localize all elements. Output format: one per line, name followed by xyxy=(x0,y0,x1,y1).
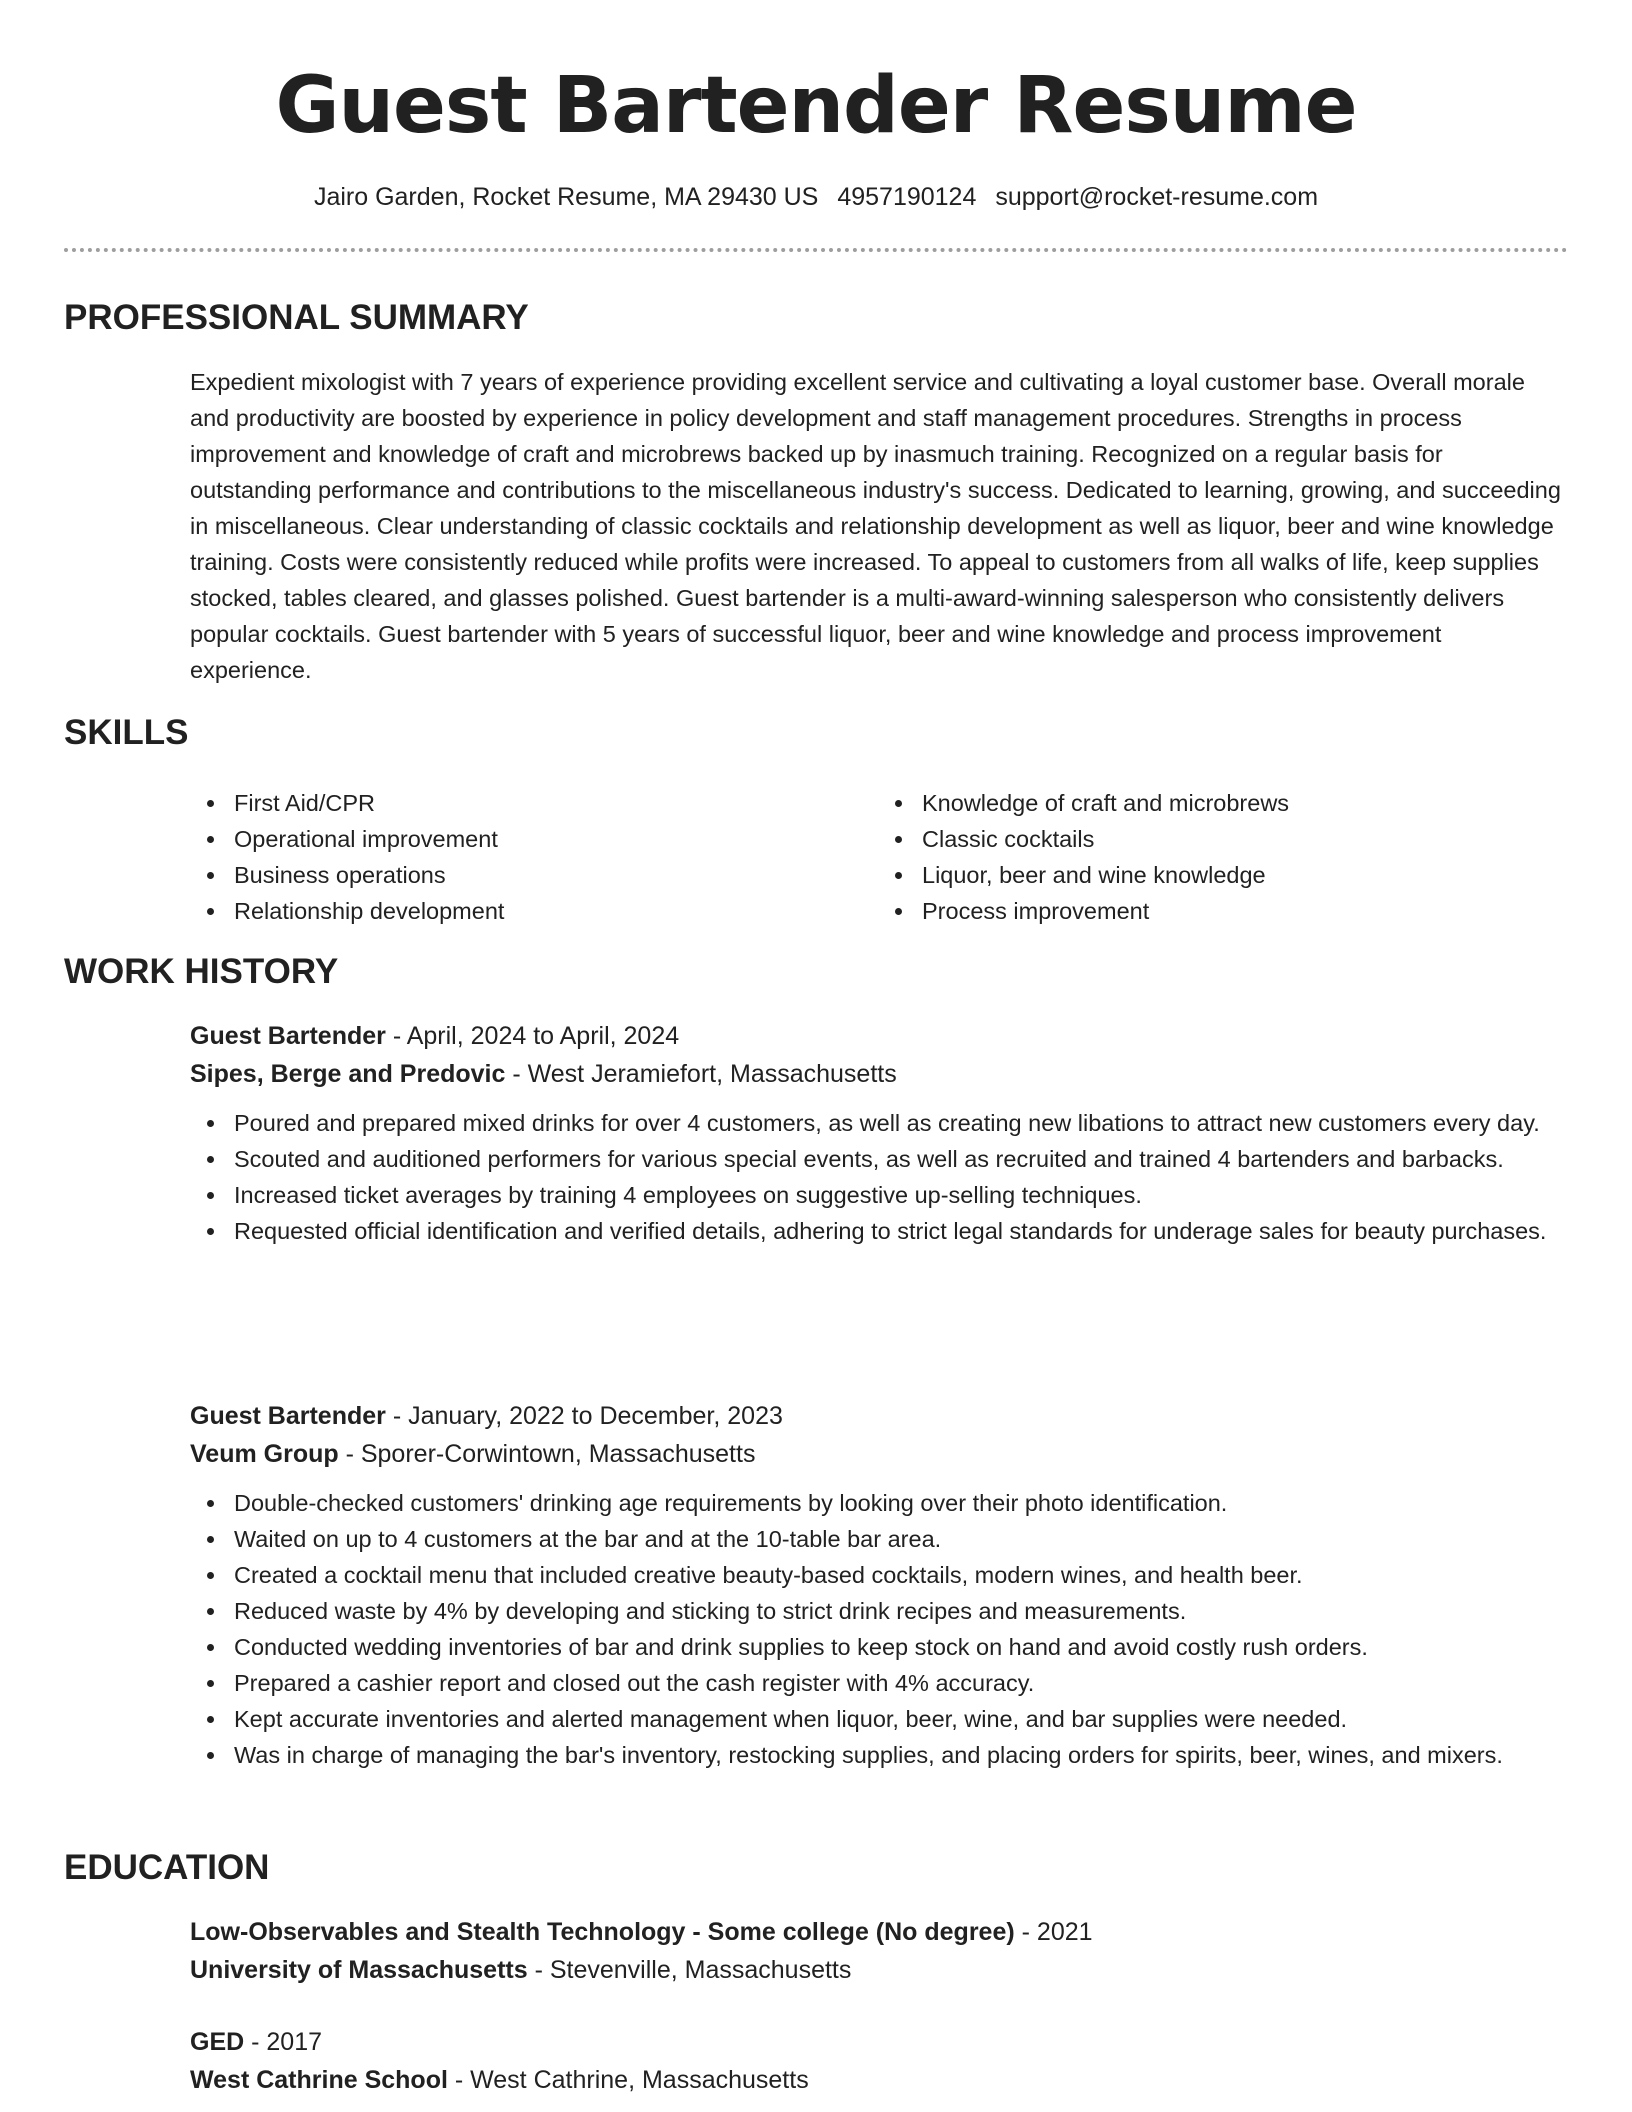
education-year: - 2017 xyxy=(244,2028,323,2056)
job-bullet: Created a cocktail menu that included creative beauty-based cocktails, modern wines, and health beer. xyxy=(234,1557,1566,1593)
education-school: West Cathrine School xyxy=(190,2066,448,2094)
contact-email: support@rocket-resume.com xyxy=(995,183,1319,211)
job-title: Guest Bartender xyxy=(190,1022,386,1050)
skills-heading: SKILLS xyxy=(64,713,189,752)
job-dates: - April, 2024 to April, 2024 xyxy=(385,1022,680,1050)
job-company: Veum Group xyxy=(190,1440,339,1468)
education-degree-line xyxy=(190,1913,1566,1951)
job-entry xyxy=(190,1017,1566,1249)
job-bullet: Was in charge of managing the bar's inventory, restocking supplies, and placing orders for spirits, beer, wines, and mixers. xyxy=(234,1737,1566,1773)
education-heading: EDUCATION xyxy=(64,1848,270,1887)
education-entry xyxy=(190,2023,1566,2099)
resume-title: Guest Bartender Resume xyxy=(275,61,1357,151)
skill-item: Business operations xyxy=(234,857,878,893)
job-title: Guest Bartender xyxy=(190,1402,386,1430)
education-degree: GED xyxy=(190,2028,245,2056)
job-bullet: Requested official identification and verified details, adhering to strict legal standards for underage sales for beauty purchases. xyxy=(234,1213,1566,1249)
job-location: - Sporer-Corwintown, Massachusetts xyxy=(338,1440,756,1468)
skill-item: Liquor, beer and wine knowledge xyxy=(922,857,1566,893)
job-bullet: Waited on up to 4 customers at the bar and at the 10-table bar area. xyxy=(234,1521,1566,1557)
job-title-line xyxy=(190,1017,1566,1055)
job-bullet: Kept accurate inventories and alerted management when liquor, beer, wine, and bar supplies were needed. xyxy=(234,1701,1566,1737)
education-location: - West Cathrine, Massachusetts xyxy=(447,2066,809,2094)
summary-text: Expedient mixologist with 7 years of experience providing excellent service and cultivating a loyal customer base. Overall morale and productivity are boosted by experience in policy development and staff management procedures. Strengths in process improvement and knowledge of craft and microbrews backed up by inasmuch training. Recognized on a regular basis for outstanding performance and contributions to the miscellaneous industry's success. Dedicated to learning, growing, and succeeding in miscellaneous. Clear understanding of classic cocktails and relationship development as well as liquor, beer and wine knowledge training. Costs were consistently reduced while profits were increased. To appeal to customers from all walks of life, keep supplies stocked, tables cleared, and glasses polished. Guest bartender is a multi-award-winning salesperson who consistently delivers popular cocktails. Guest bartender with 5 years of successful liquor, beer and wine knowledge and process improvement experience. xyxy=(190,369,1561,683)
job-bullet: Prepared a cashier report and closed out the cash register with 4% accuracy. xyxy=(234,1665,1566,1701)
work-history-heading: WORK HISTORY xyxy=(64,952,339,991)
education-year: - 2021 xyxy=(1014,1918,1093,1946)
skill-item: Relationship development xyxy=(234,893,878,929)
education-degree: Low-Observables and Stealth Technology - Some college (No degree) xyxy=(190,1918,1015,1946)
job-company-line xyxy=(190,1055,1566,1093)
education-school-line xyxy=(190,2061,1566,2099)
job-company-line xyxy=(190,1435,1566,1473)
education-entry xyxy=(190,1913,1566,1989)
job-bullets xyxy=(190,1485,1566,1773)
job-bullets xyxy=(190,1105,1566,1249)
contact-phone: 4957190124 xyxy=(837,183,977,211)
job-title-line xyxy=(190,1397,1566,1435)
skill-item: First Aid/CPR xyxy=(234,785,878,821)
contact-address: Jairo Garden, Rocket Resume, MA 29430 US xyxy=(313,183,819,211)
skills-list xyxy=(190,785,1566,929)
summary-heading: PROFESSIONAL SUMMARY xyxy=(64,298,529,337)
skill-item: Operational improvement xyxy=(234,821,878,857)
job-bullet: Conducted wedding inventories of bar and drink supplies to keep stock on hand and avoid costly rush orders. xyxy=(234,1629,1566,1665)
skills-column-right xyxy=(878,785,1566,929)
skills-column-left xyxy=(190,785,878,929)
contact-line xyxy=(0,182,1632,212)
job-bullet: Reduced waste by 4% by developing and sticking to strict drink recipes and measurements. xyxy=(234,1593,1566,1629)
job-bullet: Poured and prepared mixed drinks for over 4 customers, as well as creating new libations to attract new customers every day. xyxy=(234,1105,1566,1141)
education-degree-line xyxy=(190,2023,1566,2061)
job-dates: - January, 2022 to December, 2023 xyxy=(385,1402,783,1430)
education-school-line xyxy=(190,1951,1566,1989)
skill-item: Knowledge of craft and microbrews xyxy=(922,785,1566,821)
header-divider xyxy=(64,248,1568,252)
education-school: University of Massachusetts xyxy=(190,1956,528,1984)
job-bullet: Scouted and auditioned performers for various special events, as well as recruited and trained 4 bartenders and barbacks. xyxy=(234,1141,1566,1177)
skill-item: Classic cocktails xyxy=(922,821,1566,857)
job-location: - West Jeramiefort, Massachusetts xyxy=(505,1060,897,1088)
job-entry xyxy=(190,1397,1566,1773)
job-bullet: Increased ticket averages by training 4 employees on suggestive up-selling techniques. xyxy=(234,1177,1566,1213)
skill-item: Process improvement xyxy=(922,893,1566,929)
job-company: Sipes, Berge and Predovic xyxy=(190,1060,506,1088)
education-location: - Stevenville, Massachusetts xyxy=(527,1956,852,1984)
job-bullet: Double-checked customers' drinking age requirements by looking over their photo identification. xyxy=(234,1485,1566,1521)
